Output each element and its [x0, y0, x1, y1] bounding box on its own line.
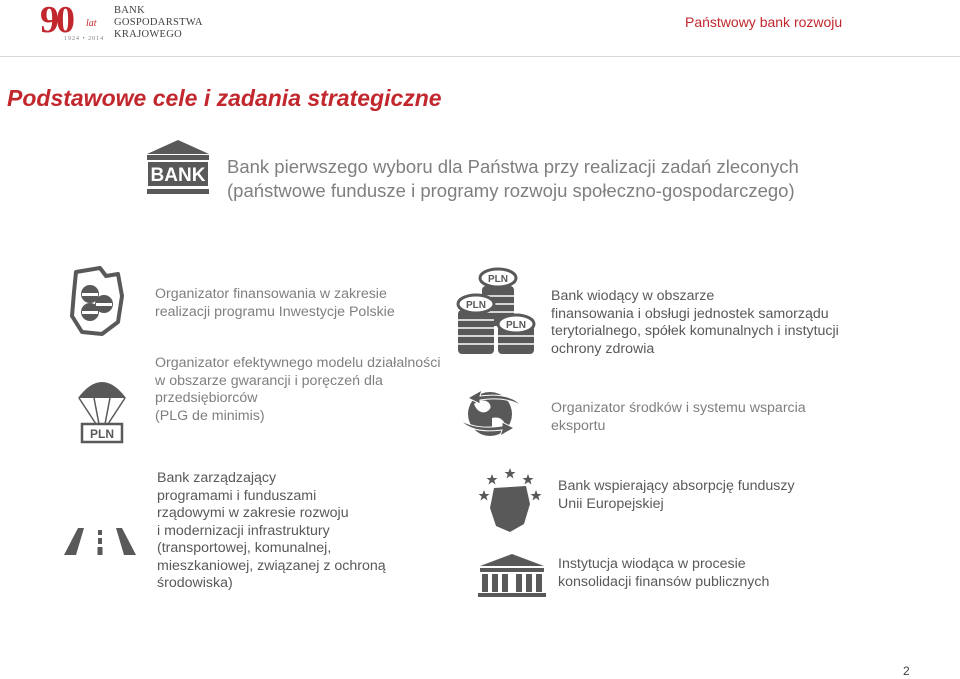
right-item-public-finance-consolidation [558, 556, 898, 591]
text-line: finansowania i obsługi jednostek samorządu [551, 305, 829, 322]
header-tagline: Państwowy bank rozwoju [685, 14, 843, 30]
right-item-eu-funds [558, 478, 898, 513]
text-line: Unii Europejskiej [558, 495, 664, 512]
road-icon [64, 528, 136, 556]
globe-arrows-icon [458, 386, 524, 442]
coin-pln-label: PLN [488, 274, 508, 285]
text-line: Bank wspierający absorpcję funduszy [558, 478, 795, 494]
text-line: mieszkaniowej, związanej z ochroną [157, 557, 386, 574]
text-line: terytorialnego, spółek komunalnych i instytucji [551, 323, 839, 339]
left-item-guarantees [155, 355, 485, 425]
mission-statement: Bank pierwszego wyboru dla Państwa przy realizacji zadań zleconych (państwowe fundusze i programy rozwoju społeczno-gospodarczego) [227, 156, 799, 201]
bgk-logo [38, 2, 238, 46]
parachute-pln-label: PLN [90, 427, 114, 441]
bank-icon-label: BANK [150, 165, 206, 186]
eu-flag-shield-icon [478, 468, 542, 534]
logo-years: 1924 • 2014 [64, 36, 105, 42]
text-line: konsolidacji finansów publicznych [558, 573, 770, 590]
coin-pln-label: PLN [466, 300, 486, 311]
poland-map-coins-icon [68, 266, 124, 338]
pln-coin-stacks-icon [456, 266, 540, 358]
text-line: Instytucja wiodąca w procesie [558, 556, 746, 572]
logo-lat: lat [86, 18, 97, 29]
logo-bank-name [114, 5, 224, 41]
header-divider [0, 56, 960, 57]
logo-name-line: KRAJOWEGO [114, 29, 183, 40]
text-line: środowiska) [157, 575, 233, 591]
text-line: przedsiębiorców [155, 390, 258, 406]
left-item-government-programs [157, 470, 447, 593]
government-building-icon [478, 552, 546, 598]
text-line: Organizator efektywnego modelu działalności [155, 355, 441, 371]
text-line: programami i funduszami [157, 487, 317, 504]
text-line: i modernizacji infrastruktury [157, 522, 330, 539]
parachute-money-icon [76, 372, 128, 446]
coin-pln-label: PLN [506, 320, 526, 331]
text-line: rządowymi w zakresie rozwoju [157, 505, 349, 521]
left-item-investments: Organizator finansowania w zakresie realizacji programu Inwestycje Polskie [155, 286, 395, 320]
text-line: Bank zarządzający [157, 470, 277, 486]
text-line: Organizator środków i systemu wsparcia [551, 400, 806, 416]
bank-building-icon [145, 138, 211, 200]
text-line: eksportu [551, 417, 606, 434]
right-item-export-support [551, 400, 891, 435]
right-item-local-government-financing [551, 288, 891, 358]
text-line: (transportowej, komunalnej, [157, 540, 332, 556]
page-title: Podstawowe cele i zadania strategiczne [7, 85, 442, 111]
text-line: Bank wiodący w obszarze [551, 288, 715, 304]
logo-anniversary-number: 90 [40, 0, 72, 41]
page-number: 2 [903, 664, 910, 678]
logo-name-line: GOSPODARSTWA [114, 17, 203, 28]
text-line: ochrony zdrowia [551, 340, 655, 357]
text-line: w obszarze gwarancji i poręczeń dla [155, 372, 383, 389]
text-line: (PLG de minimis) [155, 407, 265, 424]
logo-name-line: BANK [114, 5, 145, 16]
